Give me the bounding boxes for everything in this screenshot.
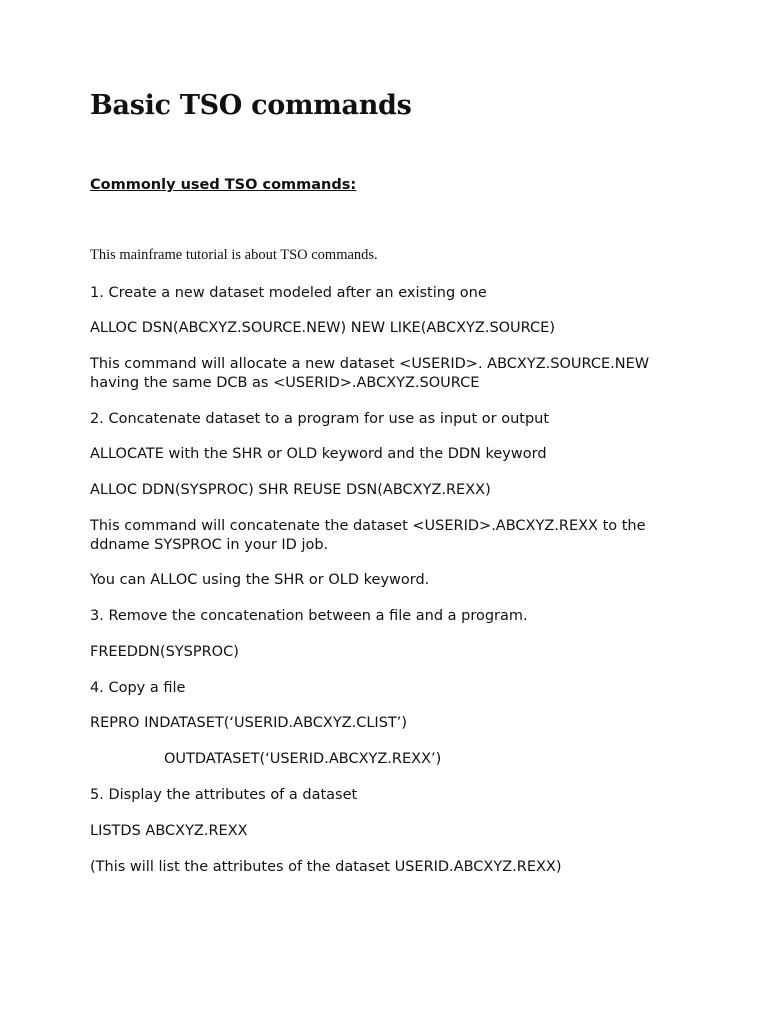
page-title: Basic TSO commands: [90, 90, 412, 121]
command-line-continuation: OUTDATASET(‘USERID.ABCXYZ.REXX’): [164, 751, 442, 767]
description-text: (This will list the attributes of the dataset USERID.ABCXYZ.REXX): [90, 859, 562, 875]
description-text: This command will allocate a new dataset <USERID>. ABCXYZ.SOURCE.NEW having the same DCB as <USERID>.ABCXYZ.SOURCE: [90, 356, 650, 391]
description-text: This command will concatenate the dataset <USERID>.ABCXYZ.REXX to the ddname SYSPROC in your ID job.: [90, 518, 646, 553]
command-line: ALLOC DDN(SYSPROC) SHR REUSE DSN(ABCXYZ.REXX): [90, 482, 491, 498]
command-line: LISTDS ABCXYZ.REXX: [90, 823, 248, 839]
step-2-heading: 2. Concatenate dataset to a program for use as input or output: [90, 411, 550, 427]
command-line: FREEDDN(SYSPROC): [90, 644, 239, 660]
step-4-heading: 4. Copy a file: [90, 680, 186, 696]
description-text: You can ALLOC using the SHR or OLD keyword.: [90, 572, 430, 588]
step-1-heading: 1. Create a new dataset modeled after an existing one: [90, 285, 487, 301]
command-line: ALLOC DSN(ABCXYZ.SOURCE.NEW) NEW LIKE(ABCXYZ.SOURCE): [90, 320, 555, 336]
command-line: REPRO INDATASET(‘USERID.ABCXYZ.CLIST’): [90, 715, 408, 731]
step-5-heading: 5. Display the attributes of a dataset: [90, 787, 358, 803]
step-3-heading: 3. Remove the concatenation between a file and a program.: [90, 608, 528, 624]
section-heading: Commonly used TSO commands:: [90, 177, 357, 193]
description-text: ALLOCATE with the SHR or OLD keyword and the DDN keyword: [90, 446, 547, 462]
intro-text: This mainframe tutorial is about TSO commands.: [90, 247, 378, 263]
